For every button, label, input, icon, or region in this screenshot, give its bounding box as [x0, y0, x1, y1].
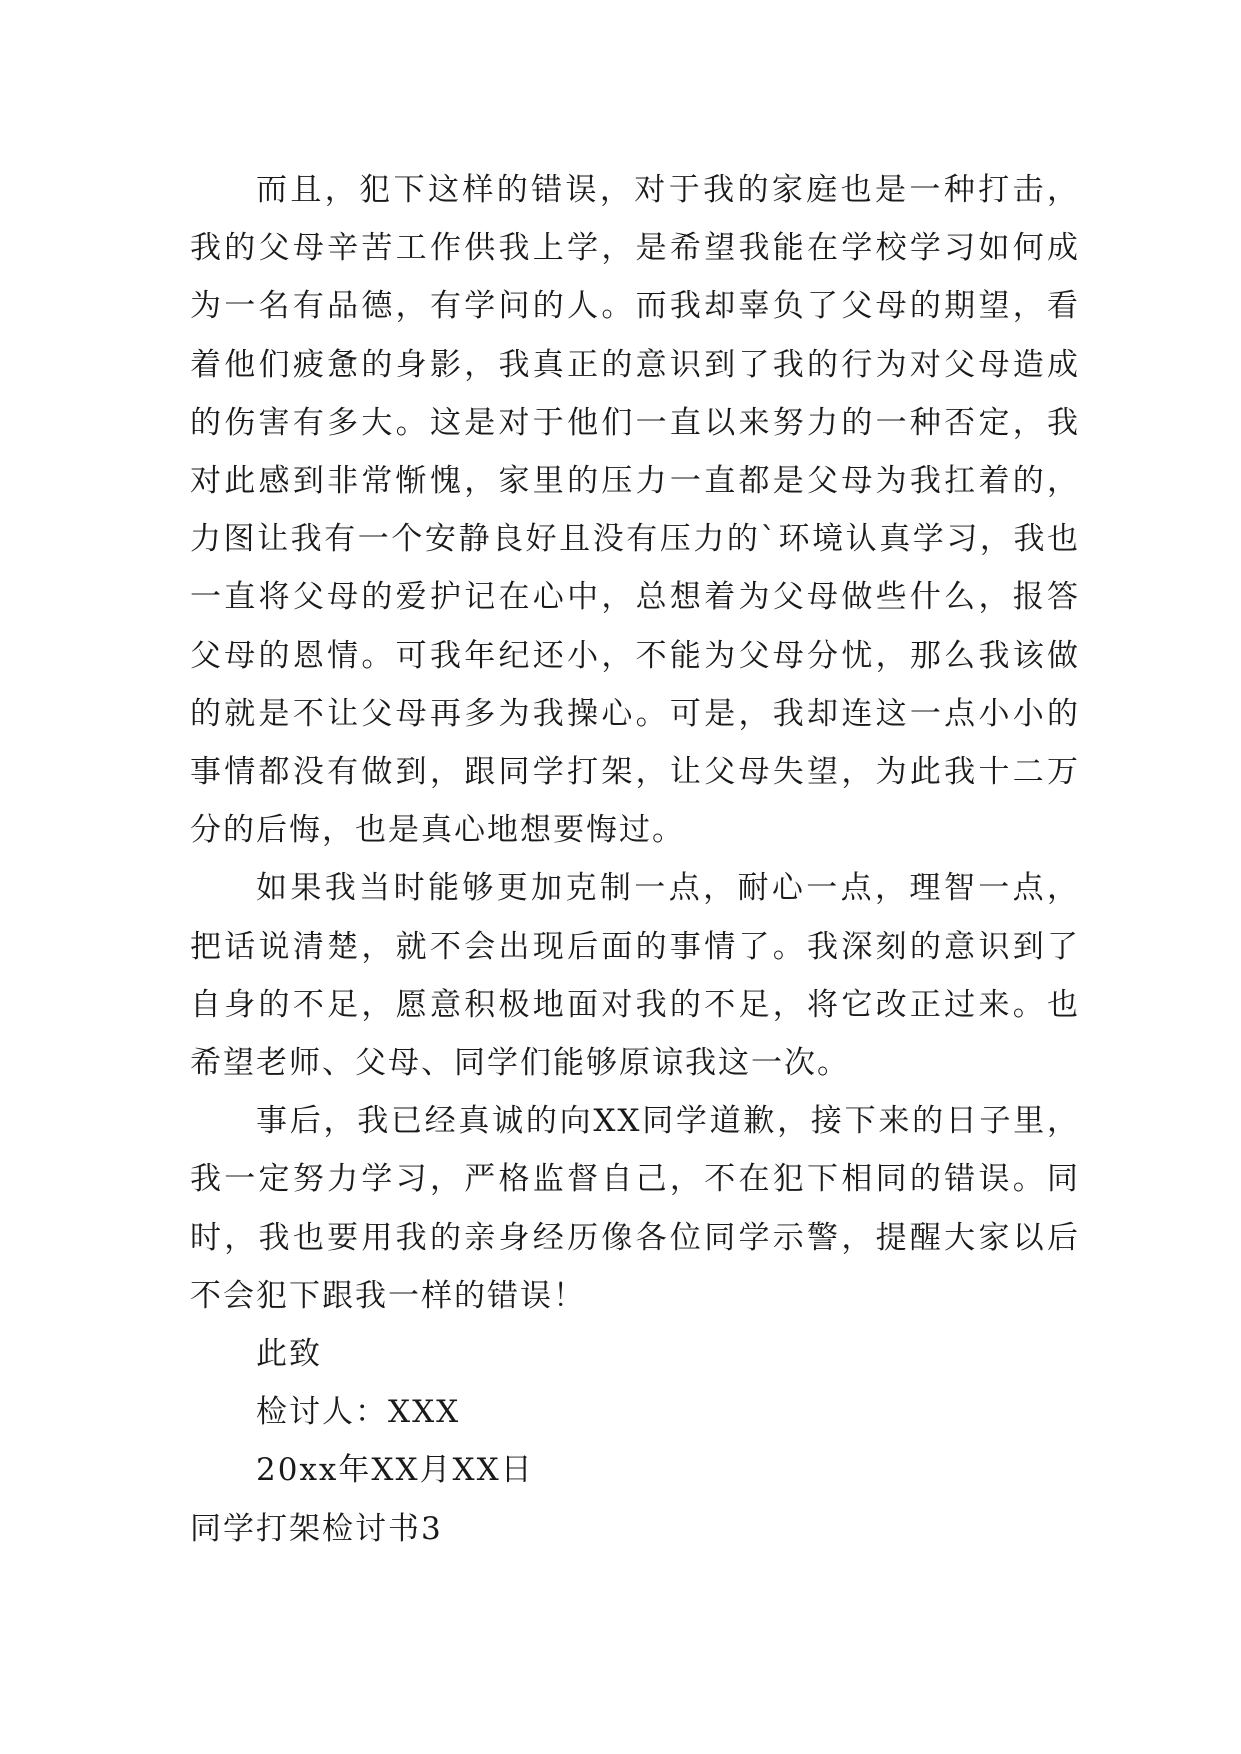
- paragraph-apology: 事后，我已经真诚的向XX同学道歉，接下来的日子里，我一定努力学习，严格监督自己，不在犯下相同的错误。同时，我也要用我的亲身经历像各位同学示警，提醒大家以后不会犯下跟我一样的错误！: [190, 1103, 1080, 1314]
- date-line: 20xx年XX月XX日: [256, 1452, 534, 1489]
- paragraph-family-impact: 而且，犯下这样的错误，对于我的家庭也是一种打击，我的父母辛苦工作供我上学，是希望我能在学校学习如何成为一名有品德，有学问的人。而我却辜负了父母的期望，看着他们疲惫的身影，我真正的意识到了我的行为对父母造成的伤害有多大。这是对于他们一直以来努力的一种否定，我对此感到非常惭愧，家里的压力一直都是父母为我扛着的，力图让我有一个安静良好且没有压力的`环境认真学习，我也一直将父母的爱护记在心中，总想着为父母做些什么，报答父母的恩情。可我年纪还小，不能为父母分忧，那么我该做的就是不让父母再多为我操心。可是，我却连这一点小小的事情都没有做到，跟同学打架，让父母失望，为此我十二万分的后悔，也是真心地想要悔过。: [190, 172, 1080, 849]
- signature-line: 检讨人：XXX: [256, 1394, 461, 1431]
- document-body: [190, 161, 1080, 1558]
- paragraph-self-reflection: 如果我当时能够更加克制一点，耐心一点，理智一点，把话说清楚，就不会出现后面的事情了。我深刻的意识到了自身的不足，愿意积极地面对我的不足，将它改正过来。也希望老师、父母、同学们能够原谅我这一次。: [190, 870, 1080, 1082]
- closing-salutation: 此致: [256, 1336, 322, 1373]
- next-section-heading: 同学打架检讨书3: [190, 1510, 443, 1547]
